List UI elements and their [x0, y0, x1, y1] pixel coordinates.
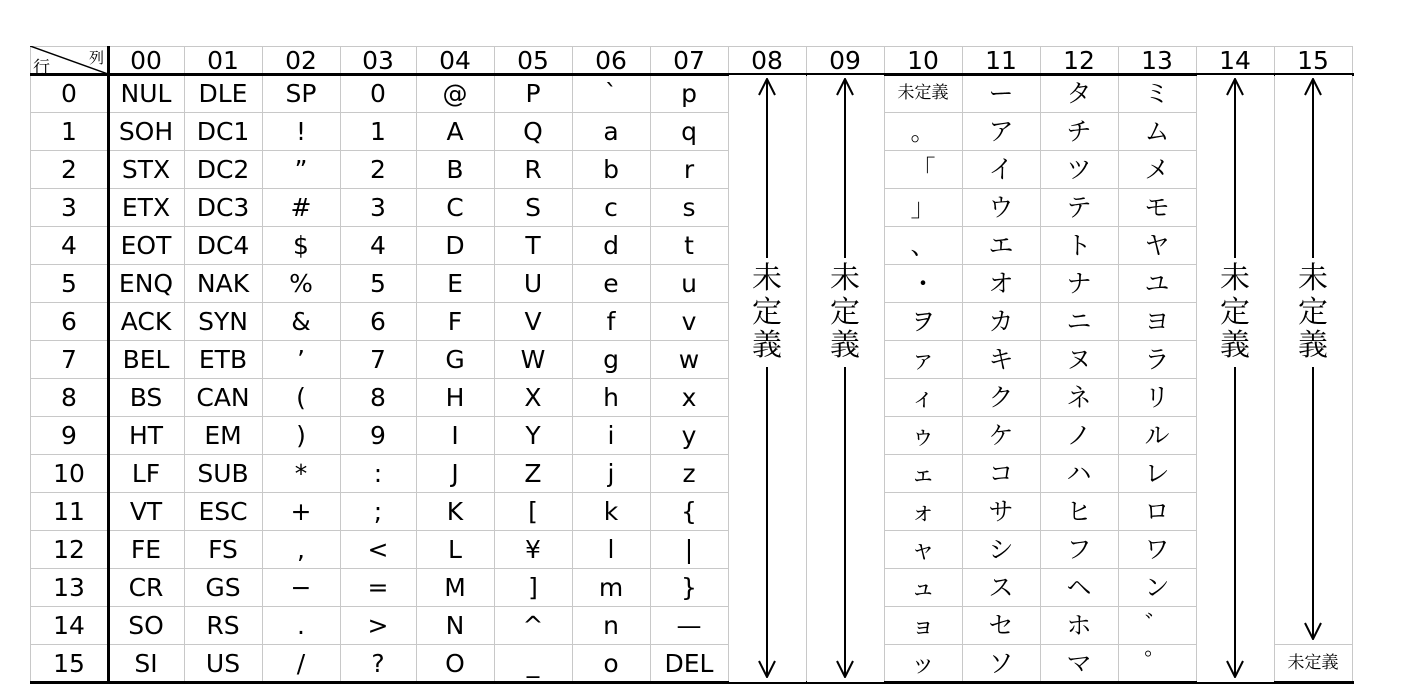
kana-cell: コ — [988, 458, 1014, 488]
code-cell: < — [367, 534, 389, 564]
column-header: 00 — [130, 45, 162, 75]
undefined-label-small: 未定義 — [1287, 652, 1339, 673]
kana-cell: ヘ — [1066, 572, 1092, 602]
code-cell: | — [684, 534, 694, 564]
code-cell: u — [681, 268, 697, 298]
kana-cell: ケ — [988, 420, 1014, 450]
kana-cell: ス — [988, 572, 1014, 602]
code-cell: 3 — [370, 192, 386, 222]
code-cell: F — [447, 306, 463, 336]
kana-cell: ク — [988, 382, 1014, 412]
arrow-up-icon — [1304, 78, 1322, 96]
code-cell: US — [205, 648, 241, 678]
kana-cell: ソ — [988, 648, 1014, 678]
column-header: 09 — [829, 45, 861, 75]
kana-cell: ホ — [1066, 610, 1092, 640]
kana-cell: フ — [1066, 534, 1092, 564]
code-cell: SYN — [198, 306, 248, 336]
kana-cell: ム — [1144, 116, 1170, 146]
row-header: 3 — [61, 192, 77, 222]
code-cell: Z — [524, 458, 542, 488]
code-cell: ENQ — [118, 268, 174, 298]
code-cell: q — [681, 116, 697, 146]
kana-cell: ハ — [1066, 458, 1092, 488]
code-cell: ETX — [121, 192, 171, 222]
code-cell: DC3 — [196, 192, 250, 222]
code-cell: HT — [128, 420, 164, 450]
arrow-up-icon — [758, 78, 776, 96]
kana-cell: レ — [1144, 458, 1170, 488]
kana-cell: エ — [988, 230, 1014, 260]
code-cell: k — [603, 496, 619, 526]
code-cell: e — [603, 268, 619, 298]
kana-cell: ロ — [1144, 496, 1170, 526]
kana-cell: ヲ — [910, 306, 936, 336]
undefined-char: 未 — [1298, 261, 1328, 296]
code-cell: ’ — [297, 344, 305, 374]
code-cell: DLE — [198, 78, 248, 108]
code-cell: NUL — [120, 78, 172, 108]
kana-cell: ラ — [1144, 344, 1170, 374]
kana-cell: ヒ — [1066, 496, 1092, 526]
code-cell: LF — [131, 458, 161, 488]
code-cell: FE — [130, 534, 162, 564]
kana-cell: シ — [988, 534, 1014, 564]
undefined-char: 未 — [1220, 261, 1250, 296]
code-cell: . — [297, 610, 305, 640]
column-header: 02 — [285, 45, 317, 75]
code-cell: ^ — [522, 610, 544, 640]
code-cell: ESC — [198, 496, 248, 526]
code-cell: r — [683, 154, 695, 184]
code-cell: c — [604, 192, 618, 222]
code-cell: n — [603, 610, 619, 640]
row-header: 14 — [53, 610, 85, 640]
code-cell: v — [681, 306, 697, 336]
kana-cell: ヨ — [1144, 306, 1170, 336]
code-cell: BEL — [122, 344, 170, 374]
kana-cell: ィ — [910, 382, 936, 412]
row-header: 9 — [61, 420, 77, 450]
code-cell: > — [367, 610, 389, 640]
code-cell: b — [603, 154, 619, 184]
row-header: 11 — [53, 496, 85, 526]
kana-cell: ワ — [1144, 534, 1170, 564]
code-cell: @ — [442, 78, 468, 108]
column-header: 13 — [1141, 45, 1173, 75]
column-header: 01 — [207, 45, 239, 75]
code-cell: } — [681, 572, 697, 602]
undefined-char: 義 — [1298, 328, 1328, 364]
code-cell: V — [524, 306, 542, 336]
code-cell: , — [297, 534, 305, 564]
code-cell: p — [681, 78, 697, 108]
code-cell: ; — [373, 496, 383, 526]
code-cell: 8 — [370, 382, 386, 412]
code-cell: T — [525, 230, 541, 260]
kana-cell: 「 — [910, 154, 936, 184]
code-cell: STX — [121, 154, 171, 184]
row-header: 8 — [61, 382, 77, 412]
code-cell: t — [684, 230, 694, 260]
code-cell: a — [603, 116, 619, 146]
kana-cell: ヌ — [1066, 344, 1092, 374]
code-cell: W — [520, 344, 546, 374]
code-cell: d — [603, 230, 619, 260]
code-cell: P — [525, 78, 541, 108]
row-header: 0 — [61, 78, 77, 108]
code-cell: f — [606, 306, 616, 336]
kana-cell: 」 — [910, 192, 936, 222]
code-cell: ( — [296, 382, 306, 412]
kana-cell: ア — [988, 116, 1014, 146]
kana-cell: ー — [988, 78, 1014, 108]
kana-cell: サ — [988, 496, 1014, 526]
kana-cell: ル — [1144, 420, 1170, 450]
undefined-label-small: 未定義 — [897, 82, 949, 103]
kana-cell: メ — [1144, 154, 1170, 184]
code-cell: ” — [294, 154, 308, 184]
column-header: 10 — [907, 45, 939, 75]
code-cell: DC1 — [196, 116, 250, 146]
code-cell: ] — [528, 572, 538, 602]
kana-cell: ミ — [1144, 78, 1170, 108]
code-cell: i — [607, 420, 615, 450]
code-cell: I — [451, 420, 459, 450]
corner-row-label: 行 — [33, 58, 50, 74]
kana-cell: ネ — [1066, 382, 1092, 412]
code-cell: # — [290, 192, 312, 222]
code-cell: E — [447, 268, 463, 298]
kana-cell: ト — [1066, 230, 1092, 260]
column-header: 15 — [1297, 45, 1329, 75]
code-cell: N — [445, 610, 465, 640]
undefined-char: 定 — [1220, 294, 1250, 330]
kana-cell: ツ — [1066, 154, 1092, 184]
code-cell: BS — [129, 382, 163, 412]
code-cell: R — [524, 154, 542, 184]
code-cell: g — [603, 344, 619, 374]
undefined-char: 未 — [752, 261, 782, 296]
code-cell: l — [607, 534, 615, 564]
kana-cell: ユ — [1144, 268, 1170, 298]
row-header: 15 — [53, 648, 85, 678]
code-cell: w — [678, 344, 700, 374]
undefined-label-col-14 — [1209, 258, 1261, 367]
code-cell: ETB — [198, 344, 248, 374]
column-header: 12 — [1063, 45, 1095, 75]
undefined-char: 定 — [830, 294, 860, 330]
undefined-char: 定 — [752, 294, 782, 330]
code-cell: y — [681, 420, 697, 450]
row-header: 13 — [53, 572, 85, 602]
row-header: 1 — [61, 116, 77, 146]
undefined-char: 未 — [830, 261, 860, 296]
code-cell: S — [525, 192, 541, 222]
code-cell: h — [603, 382, 619, 412]
code-cell: RS — [206, 610, 240, 640]
code-cell: ? — [371, 648, 385, 678]
kana-cell: チ — [1066, 116, 1092, 146]
corner-column-label: 列 — [88, 49, 104, 67]
code-cell: NAK — [196, 268, 250, 298]
kana-cell: ン — [1144, 572, 1170, 602]
kana-cell: ァ — [910, 344, 936, 374]
code-cell: SO — [128, 610, 164, 640]
arrow-shaft — [766, 80, 768, 676]
row-header: 12 — [53, 534, 85, 564]
kana-cell: マ — [1066, 648, 1092, 678]
code-cell: L — [448, 534, 462, 564]
grid-line-vertical — [1352, 46, 1353, 682]
column-header: 06 — [595, 45, 627, 75]
code-cell: SP — [285, 78, 317, 108]
code-cell: { — [681, 496, 697, 526]
undefined-label-col-09 — [819, 258, 871, 367]
code-cell: Y — [525, 420, 541, 450]
kana-cell: ゥ — [910, 420, 936, 450]
code-cell: SOH — [118, 116, 174, 146]
code-cell: — — [676, 610, 702, 640]
undefined-char: 義 — [1220, 328, 1250, 364]
row-header: 10 — [53, 458, 85, 488]
code-cell: ¥ — [525, 534, 541, 564]
arrow-down-icon — [1304, 622, 1322, 640]
code-cell: B — [446, 154, 464, 184]
arrow-up-icon — [836, 78, 854, 96]
kana-cell: ュ — [910, 572, 936, 602]
code-cell: z — [682, 458, 696, 488]
kana-cell: ウ — [988, 192, 1014, 222]
undefined-label-col-08 — [741, 258, 793, 367]
code-cell: X — [524, 382, 542, 412]
undefined-char: 義 — [830, 328, 860, 364]
column-header: 04 — [439, 45, 471, 75]
code-cell: 7 — [370, 344, 386, 374]
arrow-down-icon — [836, 660, 854, 678]
row-header: 4 — [61, 230, 77, 260]
code-cell: + — [290, 496, 312, 526]
code-cell: O — [445, 648, 465, 678]
code-cell: M — [444, 572, 466, 602]
code-cell: U — [523, 268, 543, 298]
kana-cell: カ — [988, 306, 1014, 336]
code-cell: DC2 — [196, 154, 250, 184]
kana-cell: ヤ — [1144, 230, 1170, 260]
code-cell: ` — [604, 78, 618, 108]
undefined-label-col-15 — [1287, 258, 1339, 367]
code-cell: G — [445, 344, 465, 374]
arrow-down-icon — [758, 660, 776, 678]
code-cell: FS — [208, 534, 238, 564]
row-header: 2 — [61, 154, 77, 184]
code-cell: / — [296, 648, 306, 678]
kana-cell: イ — [988, 154, 1014, 184]
kana-cell: ゜ — [1144, 648, 1170, 678]
code-cell: x — [681, 382, 697, 412]
kana-cell: ノ — [1066, 420, 1092, 450]
row-header: 5 — [61, 268, 77, 298]
code-cell: DC4 — [196, 230, 250, 260]
code-cell: SUB — [197, 458, 249, 488]
kana-cell: タ — [1066, 78, 1092, 108]
code-cell: * — [294, 458, 308, 488]
code-cell: 5 — [370, 268, 386, 298]
arrow-shaft — [1234, 80, 1236, 676]
kana-cell: ゛ — [1144, 610, 1170, 640]
code-cell: 4 — [370, 230, 386, 260]
row-header: 6 — [61, 306, 77, 336]
code-cell: GS — [205, 572, 241, 602]
kana-cell: ニ — [1066, 306, 1092, 336]
kana-cell: モ — [1144, 192, 1170, 222]
undefined-char: 義 — [752, 328, 782, 364]
kana-cell: キ — [988, 344, 1014, 374]
kana-cell: ナ — [1066, 268, 1092, 298]
arrow-shaft — [844, 80, 846, 676]
kana-cell: ッ — [910, 648, 936, 678]
column-header: 14 — [1219, 45, 1251, 75]
kana-cell: 、 — [910, 230, 936, 260]
code-cell: o — [603, 648, 619, 678]
code-cell: H — [445, 382, 465, 412]
kana-cell: ェ — [910, 458, 936, 488]
kana-cell: ・ — [910, 268, 936, 298]
code-cell: % — [289, 268, 313, 298]
code-cell: D — [445, 230, 465, 260]
code-cell: DEL — [664, 648, 714, 678]
arrow-up-icon — [1226, 78, 1244, 96]
code-cell: 6 — [370, 306, 386, 336]
code-cell: = — [367, 572, 389, 602]
code-cell: & — [291, 306, 311, 336]
code-cell: CAN — [196, 382, 250, 412]
code-cell: Q — [523, 116, 543, 146]
code-cell: C — [446, 192, 464, 222]
kana-cell: セ — [988, 610, 1014, 640]
undefined-char: 定 — [1298, 294, 1328, 330]
row-header: 7 — [61, 344, 77, 374]
kana-cell: ョ — [910, 610, 936, 640]
code-cell: K — [446, 496, 464, 526]
code-cell: s — [682, 192, 696, 222]
corner-cell — [30, 46, 108, 74]
column-header: 07 — [673, 45, 705, 75]
code-cell: VT — [129, 496, 163, 526]
code-cell: j — [607, 458, 615, 488]
code-cell: A — [446, 116, 464, 146]
code-cell: − — [290, 572, 312, 602]
code-cell: _ — [526, 648, 540, 678]
code-cell: 0 — [370, 78, 386, 108]
arrow-down-icon — [1226, 660, 1244, 678]
column-header: 11 — [985, 45, 1017, 75]
code-cell: J — [451, 458, 459, 488]
code-cell: ACK — [120, 306, 172, 336]
code-cell: $ — [293, 230, 309, 260]
kana-cell: ャ — [910, 534, 936, 564]
code-cell: ! — [295, 116, 307, 146]
code-cell: : — [373, 458, 383, 488]
code-cell: EM — [204, 420, 242, 450]
code-cell: m — [598, 572, 624, 602]
column-header: 08 — [751, 45, 783, 75]
column-header: 05 — [517, 45, 549, 75]
kana-cell: 。 — [910, 116, 936, 146]
code-cell: 9 — [370, 420, 386, 450]
code-cell: CR — [128, 572, 164, 602]
column-header: 03 — [362, 45, 394, 75]
kana-cell: リ — [1144, 382, 1170, 412]
code-cell: EOT — [120, 230, 172, 260]
code-cell: [ — [528, 496, 538, 526]
kana-cell: オ — [988, 268, 1014, 298]
kana-cell: テ — [1066, 192, 1092, 222]
code-cell: 1 — [370, 116, 386, 146]
code-cell: ) — [296, 420, 306, 450]
kana-cell: ォ — [910, 496, 936, 526]
code-cell: SI — [134, 648, 158, 678]
code-cell: 2 — [370, 154, 386, 184]
